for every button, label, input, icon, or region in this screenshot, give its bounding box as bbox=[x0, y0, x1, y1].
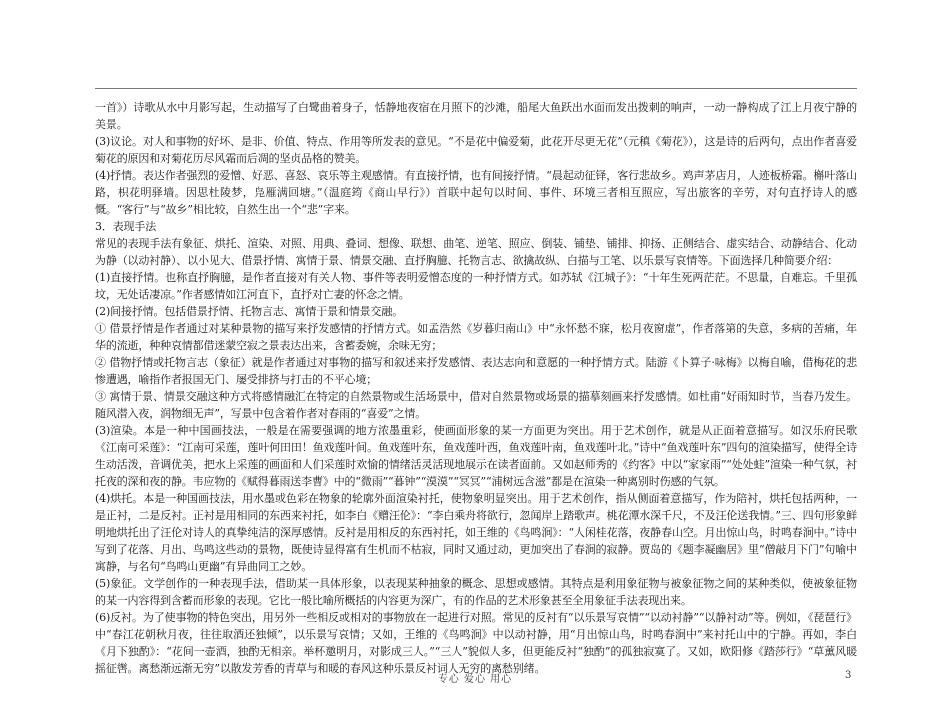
footer-motto: 专心 爱心 用心 bbox=[437, 674, 513, 685]
paragraph-12: (4)烘托。本是一种国画技法，用水墨或色彩在物象的轮廓外面渲染衬托，使物象明显突出。用于艺术创作，指从侧面着意描写，作为陪衬，烘托包括两种，一是正衬，二是反衬。正衬是用相同的东西来衬托，如李白《赠汪伦》：“李白乘舟将欲行，忽闻岸上踏歌声。桃花潭水深千尺，不及汪伦送我情。”三、四句形象鲜明地烘托出了汪伦对诗人的真挚纯洁的深厚感情。反衬是用相反的东西衬托，如王维的《鸟鸣涧》：“人闲桂花落，夜静春山空。月出惊山鸟，时鸣春涧中。”诗中写到了花落、月出、鸟鸣这些动的景物，既使诗显得富有生机而不枯寂，同时又通过动，更加突出了春涧的寂静。贾岛的《题李凝幽居》里“僧敲月下门”句喻中寓静，与名句“鸟鸣山更幽”有异曲同工之妙。 bbox=[95, 492, 857, 573]
paragraph-5: 常见的表现手法有象征、烘托、渲染、对照、用典、叠词、想像、联想、曲笔、逆笔、照应、倒装、铺垫、铺排、抑扬、正侧结合、虚实结合、动静结合、化动为静（以动衬静）、以小见大、借景抒情、寓情于景、情景交融、直抒胸臆、托物言志、欲擒故纵、白描与工笔、以乐景写哀情等。下面选择几种简要介绍： bbox=[95, 237, 857, 267]
paragraph-6: (1)直接抒情。也称直抒胸臆，是作者直接对有关人物、事件等表明爱憎态度的一种抒情方式。如苏轼《江城子》：“十年生死两茫茫。不思量，自难忘。千里孤坟，无处话凄凉。”作者感情如江河直下，直抒对亡妻的怀念之情。 bbox=[95, 271, 857, 301]
paragraph-11: (3)渲染。本是一种中国画技法，一般是在需要强调的地方浓墨重彩，使画面形象的某一方面更为突出。用于艺术创作，就是从正面着意描写。如汉乐府民歌《江南可采莲》：“江南可采莲，莲叶何田田！鱼戏莲叶间。鱼戏莲叶东，鱼戏莲叶西，鱼戏莲叶南，鱼戏莲叶北。”诗中“鱼戏莲叶东”四句的渲染描写，使得全诗生动活泼，音调优美，把水上采莲的画面和人们采莲时欢愉的情绪活灵活现地展示在读者面前。又如赵师秀的《约客》中以“家家雨”“处处蛙”渲染一种气氛，衬托夜的深和夜的静。韦应物的《赋得暮雨送李曹》中的“微雨”“暮钟”“漠漠”“冥冥”“浦树远含滋”都是在渲染一种离别时伤感的气氛。 bbox=[95, 424, 857, 488]
document-body bbox=[95, 99, 857, 677]
page-number: 3 bbox=[845, 670, 852, 681]
paragraph-9: ② 借物抒情或托物言志（象征）就是作者通过对事物的描写和叙述来抒发感情、表达志向和意愿的一种抒情方式。陆游《卜算子·咏梅》以梅自喻，借梅花的悲惨遭遇，喻指作者报国无门、屡受排挤与打击的不平心境； bbox=[95, 356, 857, 386]
header-rule bbox=[95, 88, 857, 89]
paragraph-14: (6)反衬。为了使事物的特色突出，用另外一些相反或相对的事物放在一起进行对照。常见的反衬有“以乐景写哀情”“以动衬静”“以静衬动”等。例如，《琵琶行》中“春江花朝秋月夜，往往取酒还独倾”，以乐景写哀情；又如，王维的《鸟鸣涧》中以动衬静，用“月出惊山鸟，时鸣春涧中”来衬托山中的宁静。再如，李白《月下独酌》：“花间一壶酒，独酌无相亲。举杯邀明月，对影成三人。”“三人”貌似人多，但更能反衬“独酌”的孤独寂寞了。又如，欧阳修《踏莎行》“草薰风暖摇征辔。离愁渐远渐无穷”以散发芳香的青草与和暖的春风这种乐景反衬词人无穷的离愁别绪。 bbox=[95, 611, 857, 675]
paragraph-1: 一首》）诗歌从水中月影写起，生动描写了白鹭曲着身子，恬静地夜宿在月照下的沙滩，船尾大鱼跃出水面而发出拨刺的响声，一动一静构成了江上月夜宁静的美景。 bbox=[95, 101, 857, 131]
paragraph-3: (4)抒情。表达作者强烈的爱憎、好恶、喜怒、哀乐等主观感情。有直接抒情，也有间接抒情。“晨起动征铎，客行悲故乡。鸡声茅店月，人迹板桥霜。槲叶落山路，枳花明驿墙。因思杜陵梦，凫雁满回塘。”（温庭筠《商山早行》）首联中起句以时间、事件、环境三者相互照应，写出旅客的辛劳，对句直抒诗人的感慨。“客行”与“故乡”相比较，自然生出一个“悲”字来。 bbox=[95, 169, 857, 216]
paragraph-8: ① 借景抒情是作者通过对某种景物的描写来抒发感情的抒情方式。如孟浩然《岁暮归南山》中“永怀愁不寐，松月夜窗虚”，作者落第的失意，多病的苦痛，年华的流逝，种种哀情都借迷蒙空寂之景表达出来，含蓄委婉，余味无穷； bbox=[95, 322, 857, 352]
paragraph-7: (2)间接抒情。包括借景抒情、托物言志、寓情于景和情景交融。 bbox=[95, 305, 404, 318]
section-heading: 3．表现手法 bbox=[95, 220, 157, 233]
paragraph-13: (5)象征。文学创作的一种表现手法，借助某一具体形象，以表现某种抽象的概念、思想或感情。其特点是利用象征物与被象征物之间的某种类似，使被象征物的某一内容得到含蓄而形象的表现。它比一般比喻所概括的内容更为深广，有的作品的艺术形象甚至全用象征手法表现出来。 bbox=[95, 577, 857, 607]
paragraph-2: (3)议论。对人和事物的好坏、是非、价值、特点、作用等所发表的意见。“不是花中偏爱菊，此花开尽更无花”（元稹《菊花》），这是诗的后两句，点出作者喜爱菊花的原因和对菊花历尽风霜而后凋的坚贞品格的赞美。 bbox=[95, 135, 857, 165]
paragraph-10: ③ 寓情于景、情景交融这种方式将感情融汇在特定的自然景物或生活场景中，借对自然景物或场景的描摹刻画来抒发感情。如杜甫“好雨知时节，当春乃发生。随风潜入夜，润物细无声”，写景中包含着作者对春雨的“喜爱”之情。 bbox=[95, 390, 857, 420]
